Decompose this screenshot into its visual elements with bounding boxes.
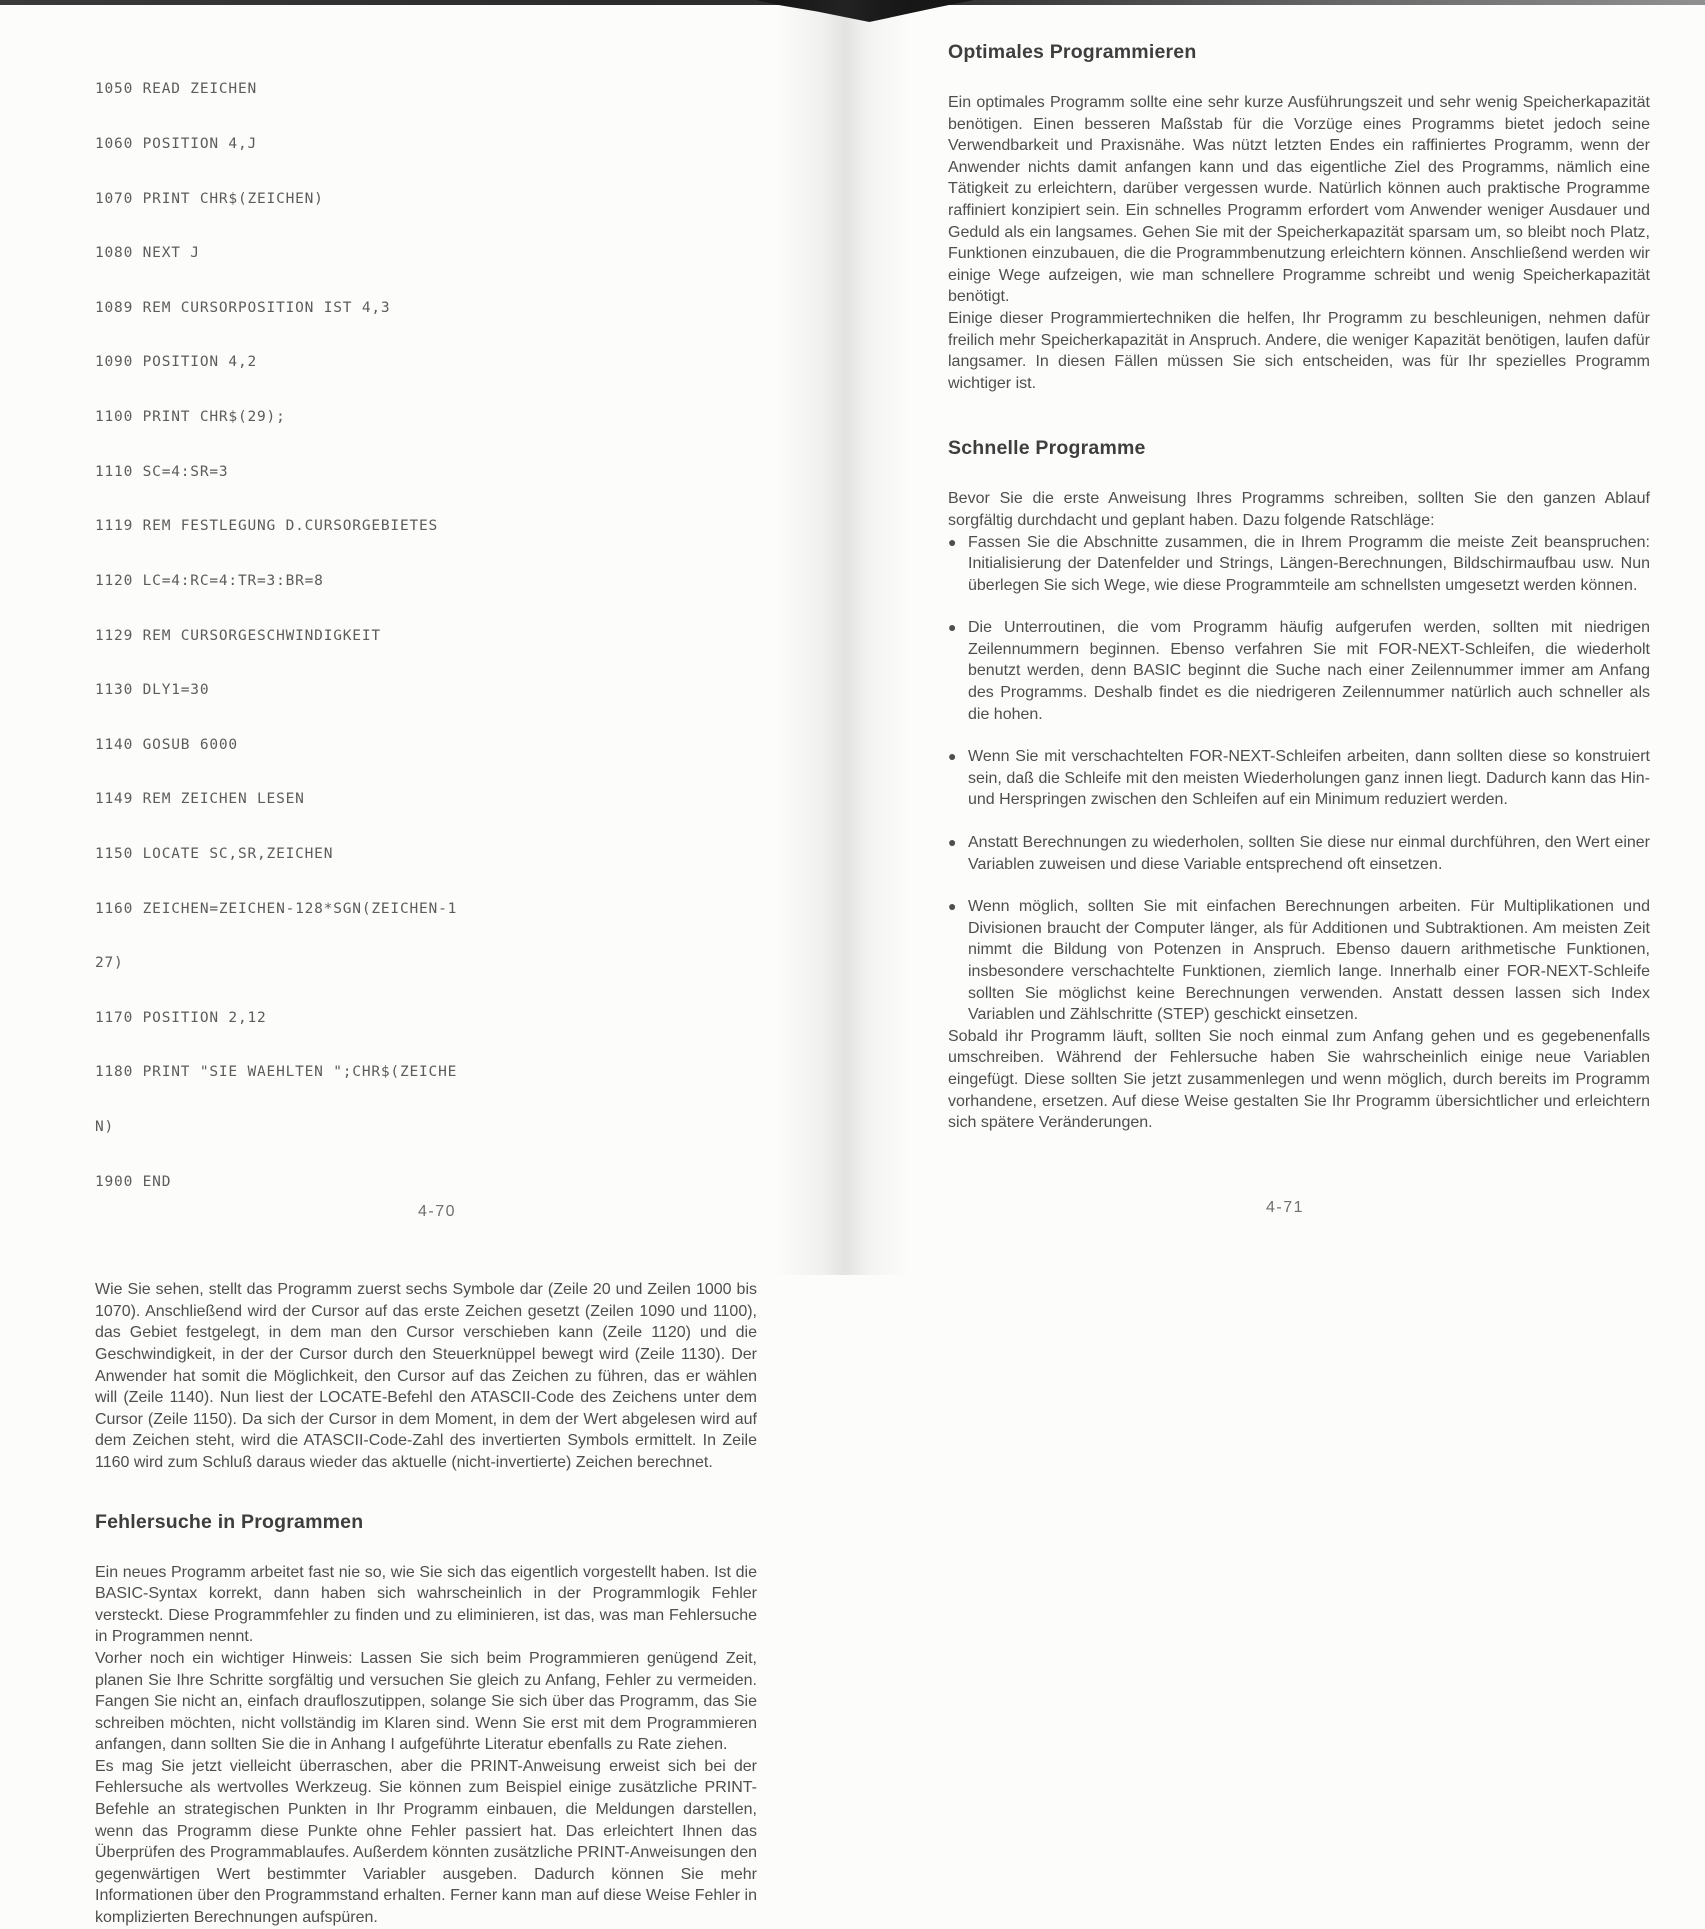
code-line: 1150 LOCATE SC,SR,ZEICHEN: [95, 845, 334, 862]
body-paragraph: Einige dieser Programmiertechniken die helfen, Ihr Programm zu beschleunigen, nehmen dafür freilich mehr Speicherkapazität in Anspruch. Andere, die weniger Kapazität benötigen, laufen dafür langsamer. In diesen Fällen müssen Sie sich entscheiden, was für Ihr spezielles Programm wichtiger ist.: [948, 309, 1650, 392]
bullet-list: [948, 532, 1650, 1026]
code-line: 1129 REM CURSORGESCHWINDIGKEIT: [95, 627, 381, 644]
bullet-icon: ●: [948, 834, 957, 851]
code-line: 1120 LC=4:RC=4:TR=3:BR=8: [95, 572, 324, 589]
code-line: 1090 POSITION 4,2: [95, 354, 258, 371]
body-paragraph: Wie Sie sehen, stellt das Programm zuerst sechs Symbole dar (Zeile 20 und Zeilen 1000 bis 1070). Anschließend wird der Cursor auf das erste Zeichen gesetzt (Zeilen 1090 und 1100), das Gebiet festgelegt, in dem man den Cursor verschieben kann (Zeile 1120) und die Geschwindigkeit, in der der Cursor durch den Steuerknüppel bewegt wird (Zeile 1130). Der Anwender hat somit die Möglichkeit, den Cursor auf das Zeichen zu führen, das er wählen will (Zeile 1140). Nun liest der LOCATE-Befehl den ATASCII-Code des Zeichens unter dem Cursor (Zeile 1150). Da sich der Cursor in dem Moment, in dem der Wert abgelesen wird auf dem Zeichen steht, wird die ATASCII-Code-Zahl des invertierten Symbols ermittelt. In Zeile 1160 wird zum Schluß daraus wieder das aktuelle (nicht-invertierte) Zeichen berechnet.: [95, 1281, 757, 1471]
code-line: 1140 GOSUB 6000: [95, 736, 238, 753]
bullet-item: [948, 832, 1650, 875]
bullet-icon: ●: [948, 748, 957, 765]
code-line: 1160 ZEICHEN=ZEICHEN-128*SGN(ZEICHEN-1: [95, 900, 458, 917]
section-heading-fehlersuche: Fehlersuche in Programmen: [95, 1510, 364, 1533]
code-line: 1170 POSITION 2,12: [95, 1009, 267, 1026]
bullet-icon: ●: [948, 533, 957, 550]
bullet-item: [948, 617, 1650, 725]
code-line: 1080 NEXT J: [95, 245, 200, 262]
code-line: 1070 PRINT CHR$(ZEICHEN): [95, 190, 324, 207]
bullet-text: Wenn möglich, sollten Sie mit einfachen Berechnungen arbeiten. Für Multiplikationen und Divisionen braucht der Computer länger, als für Additionen und Subtraktionen. Am meisten Zeit nimmt die Bildung von Potenzen in Anspruch. Ebenso dauern arithmetische Funktionen, insbesondere verschachtelte Funktionen, ziemlich lange. Innerhalb einer FOR-NEXT-Schleife sollten Sie möglichst keine Berechnungen verwenden. Anstatt dessen lassen sich Index Variablen und Zählschritte (STEP) geschickt einsetzen.: [968, 898, 1650, 1024]
code-line: 1089 REM CURSORPOSITION IST 4,3: [95, 299, 391, 316]
body-paragraph: Vorher noch ein wichtiger Hinweis: Lassen Sie sich beim Programmieren genügend Zeit, planen Sie Ihre Schritte sorgfältig und versuchen Sie gleich zu Anfang, Fehler zu vermeiden. Fangen Sie nicht an, einfach draufloszutippen, solange Sie sich über das Programm, das Sie schreiben möchten, nicht vollständig im Klaren sind. Wenn Sie erst mit dem Programmieren anfangen, dann sollten Sie die in Anhang I aufgeführte Literatur ebenfalls zu Rate ziehen.: [95, 1649, 757, 1754]
page-right: [948, 40, 1650, 1134]
bullet-icon: ●: [948, 619, 957, 636]
section-heading-schnelle: Schnelle Programme: [948, 437, 1146, 460]
bullet-item: [948, 532, 1650, 597]
code-line: 1900 END: [95, 1173, 172, 1190]
bullet-item: [948, 896, 1650, 1026]
code-line: 1149 REM ZEICHEN LESEN: [95, 791, 305, 808]
gutter-shadow: [775, 0, 910, 1275]
code-line: 1050 READ ZEICHEN: [95, 81, 258, 98]
bullet-text: Die Unterroutinen, die vom Programm häufig aufgerufen werden, sollten mit niedrigen Zeilennummern beginnen. Ebenso verfahren Sie mit FOR-NEXT-Schleifen, die wiederholt benutzt werden, denn BASIC beginnt die Suche nach einer Zeilennummer immer am Anfang des Programms. Deshalb findet es die niedrigeren Zeilennummer natürlich auch schneller als die hohen.: [968, 619, 1650, 723]
code-line: 27): [95, 955, 124, 972]
code-line: 1060 POSITION 4,J: [95, 136, 258, 153]
bullet-text: Fassen Sie die Abschnitte zusammen, die in Ihrem Programm die meiste Zeit beanspruchen: Initialisierung der Datenfelder und Strings, Längen-Berechnungen, Bildschirmaufbau usw. Nun überlegen Sie sich Wege, wie diese Programmteile am schnellsten umgesetzt werden können.: [968, 533, 1650, 594]
code-listing: [95, 44, 757, 1227]
bullet-text: Anstatt Berechnungen zu wiederholen, sollten Sie diese nur einmal durchführen, den Wert einer Variablen zuweisen und diese Variable entsprechend oft einsetzen.: [968, 834, 1650, 873]
bullet-text: Wenn Sie mit verschachtelten FOR-NEXT-Schleifen arbeiten, dann sollten diese so konstruiert sein, daß die Schleife mit den meisten Wiederholungen ganz innen liegt. Dadurch kann das Hin- und Herspringen zwischen den Schleifen auf ein Minimum reduziert werden.: [968, 748, 1650, 809]
body-paragraph: Ein neues Programm arbeitet fast nie so, wie Sie sich das eigentlich vorgestellt haben. Ist die BASIC-Syntax korrekt, dann haben sich wahrscheinlich in der Programmlogik Fehler versteckt. Diese Programmfehler zu finden und zu eliminieren, ist das, was man Fehlersuche in Programmen nennt.: [95, 1563, 757, 1646]
bullet-item: [948, 746, 1650, 811]
body-paragraph: Sobald ihr Programm läuft, sollten Sie noch einmal zum Anfang gehen und es gegebenenfalls umschreiben. Während der Fehlersuche haben Sie wahrscheinlich einige neue Variablen eingefügt. Diese sollten Sie jetzt zusammenlegen und wenn möglich, durch bereits im Programm vorhandene, ersetzen. Auf diese Weise gestalten Sie Ihr Programm übersichtlicher und erleichtern sich spätere Veränderungen.: [948, 1027, 1650, 1132]
code-line: 1100 PRINT CHR$(29);: [95, 409, 286, 426]
section-heading-optimales: Optimales Programmieren: [948, 41, 1197, 63]
code-line: 1180 PRINT "SIE WAEHLTEN ";CHR$(ZEICHE: [95, 1064, 458, 1081]
page-number-right: 4-71: [1265, 1199, 1305, 1216]
page-number-left: 4-70: [417, 1203, 457, 1220]
body-paragraph: Bevor Sie die erste Anweisung Ihres Programms schreiben, sollten Sie den ganzen Ablauf sorgfältig durchdacht und geplant haben. Dazu folgende Ratschläge:: [948, 490, 1650, 529]
code-line: 1119 REM FESTLEGUNG D.CURSORGEBIETES: [95, 518, 439, 535]
body-paragraph: Es mag Sie jetzt vielleicht überraschen, aber die PRINT-Anweisung erweist sich bei der Fehlersuche als wertvolles Werkzeug. Sie können zum Beispiel einige zusätzliche PRINT-Befehle an strategischen Punkten in Ihr Programm einbauen, die Meldungen darstellen, wenn das Programm diese Punkte ohne Fehler passiert hat. Das erleichtert Ihnen das Überprüfen des Programmablaufes. Außerdem könnten zusätzliche PRINT-Anweisungen den gegenwärtigen Wert bestimmter Variabler ausgeben. Dadurch können Sie mehr Informationen über den Programmstand erhalten. Ferner kann man auf diese Weise Fehler in komplizierten Berechnungen aufspüren.: [95, 1757, 757, 1927]
body-paragraph: Ein optimales Programm sollte eine sehr kurze Ausführungszeit und sehr wenig Speicherkapazität benötigen. Einen besseren Maßstab für die Vorzüge eines Programms bietet jedoch seine Verwendbarkeit und Praxisnähe. Was nützt letzten Endes ein raffiniertes Programm, wenn der Anwender nichts damit anfangen kann und das eigentliche Ziel des Programms, nämlich eine Tätigkeit zu erleichtern, darüber vergessen wurde. Natürlich können auch praktische Programme raffiniert konzipiert sein. Ein schnelles Programm erfordert vom Anwender weniger Ausdauer und Geduld als ein langsames. Gehen Sie mit der Speicherkapazität sparsam um, so bleibt noch Platz, Funktionen einzubauen, die die Programmbenutzung erleichtern können. Anschließend werden wir einige Wege aufzeigen, wie man schnellere Programme schreibt und wenig Speicherkapazität benötigt.: [948, 94, 1650, 306]
code-line: 1110 SC=4:SR=3: [95, 463, 229, 480]
bullet-icon: ●: [948, 898, 957, 915]
code-line: 1130 DLY1=30: [95, 682, 210, 699]
page-left: [95, 44, 757, 1929]
code-line: N): [95, 1118, 115, 1135]
